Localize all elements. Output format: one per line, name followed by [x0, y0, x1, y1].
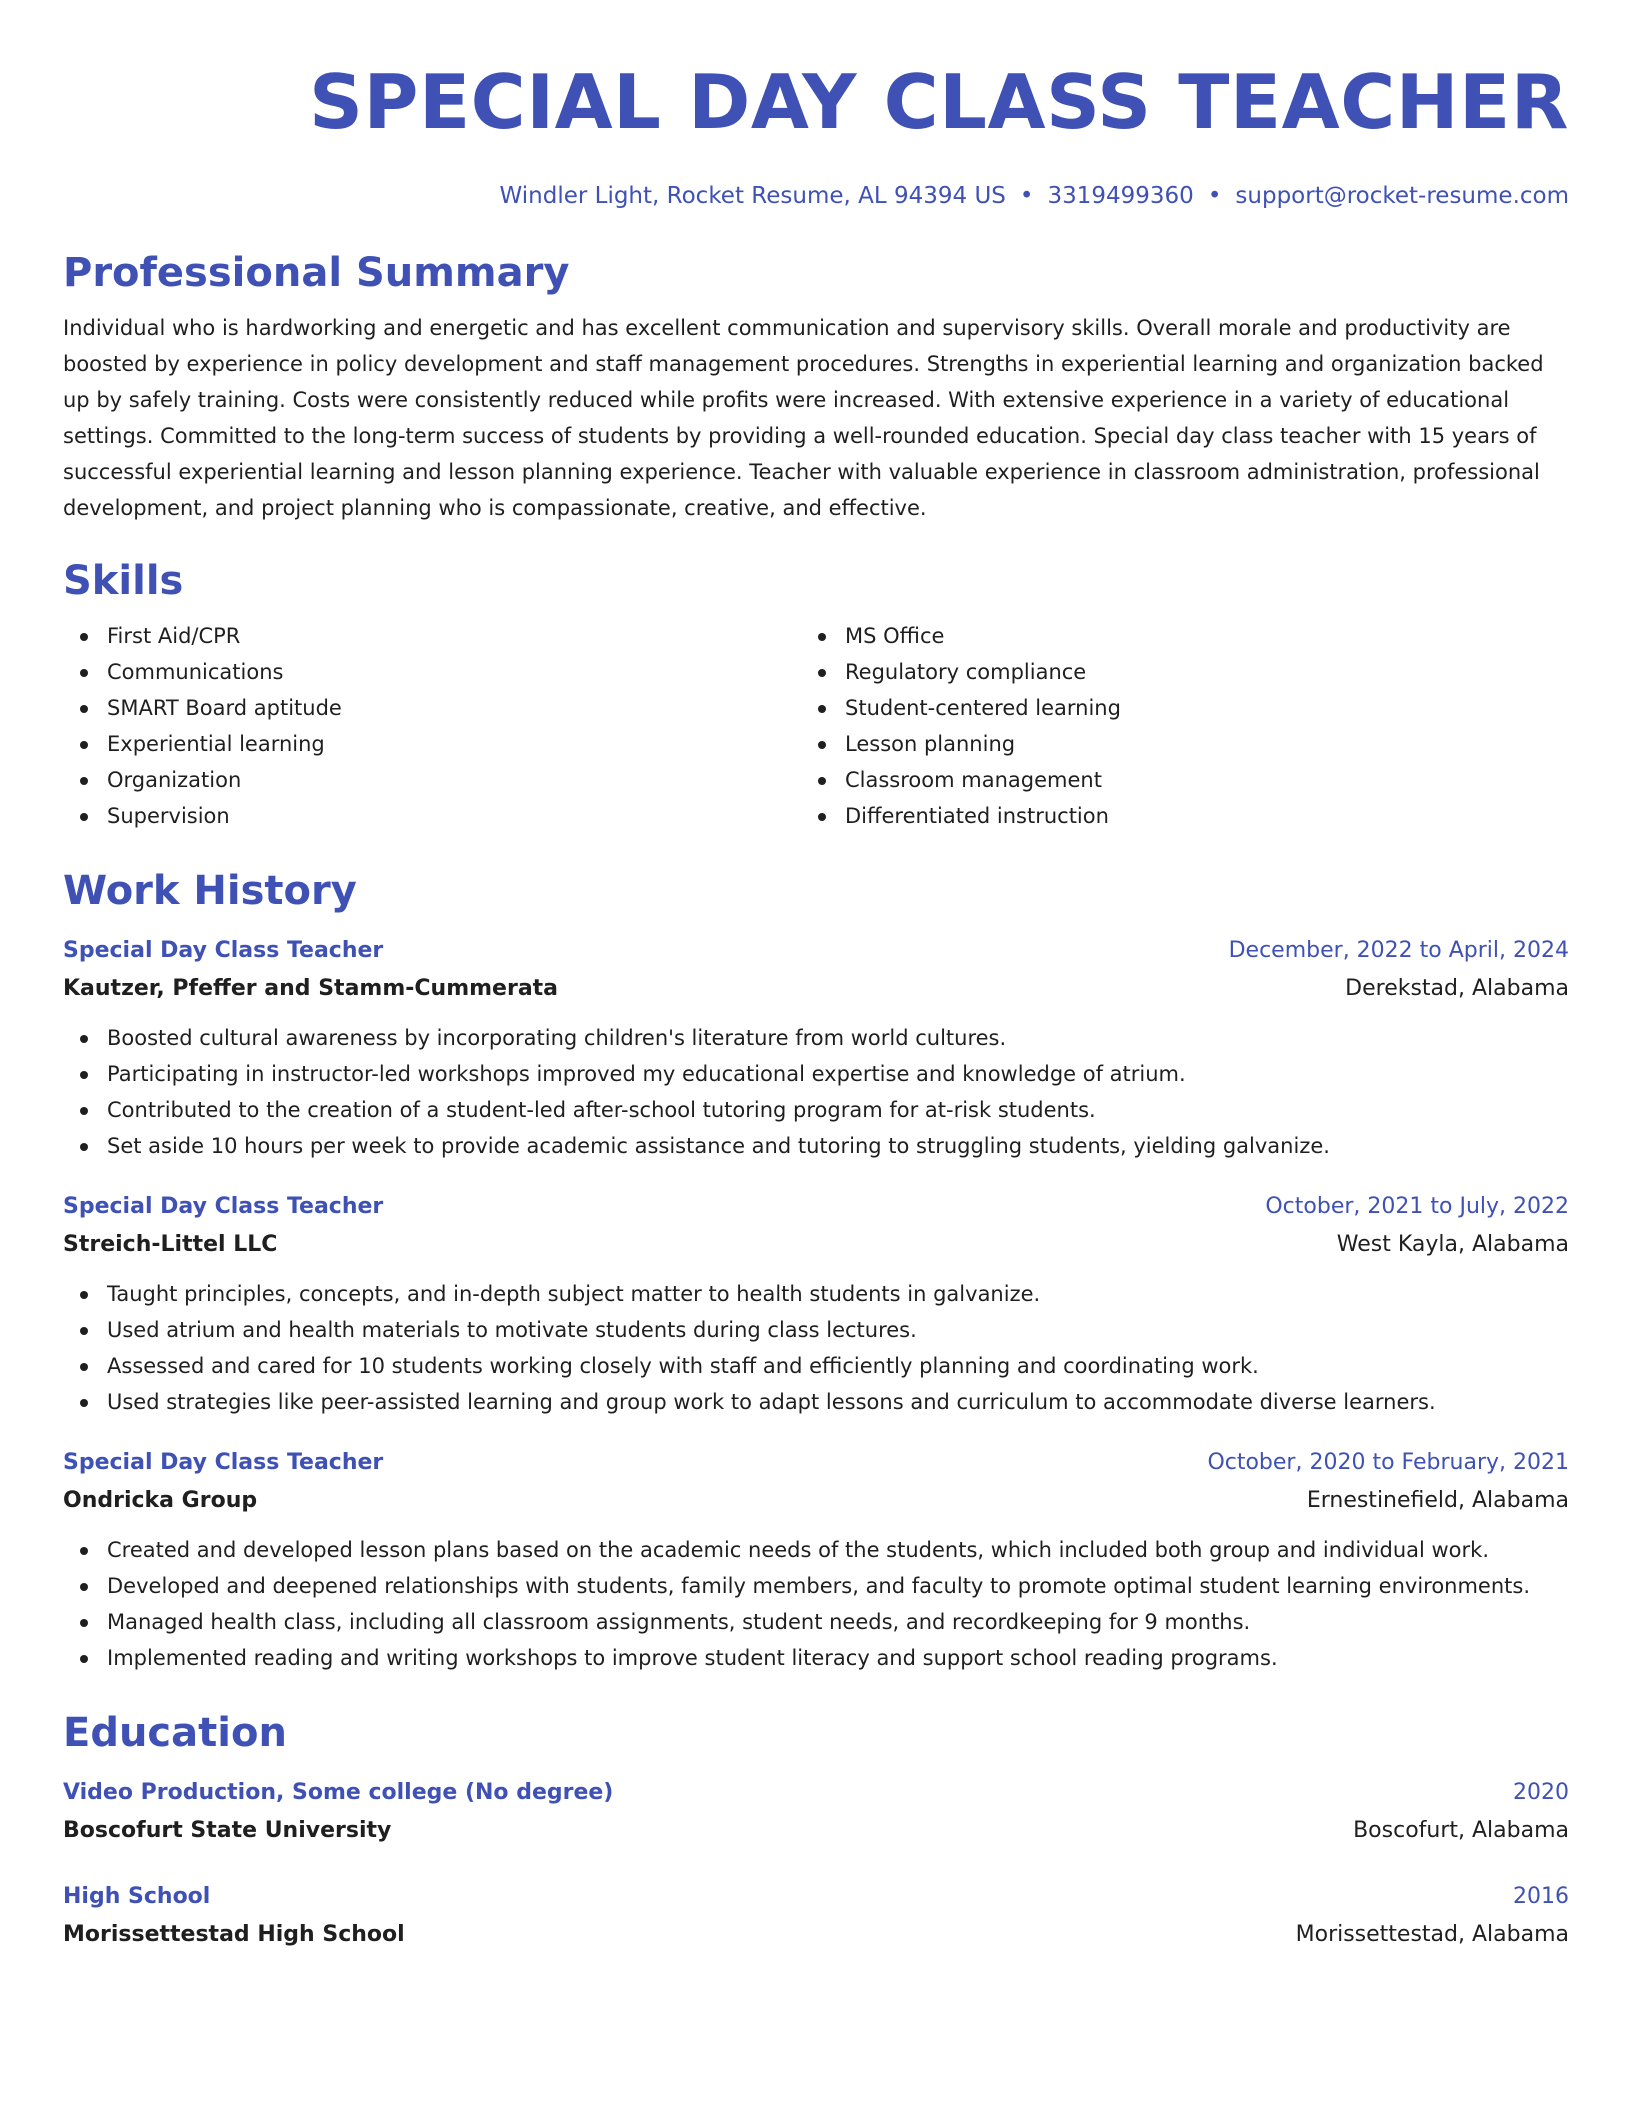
skill-item: First Aid/CPR [63, 618, 801, 654]
job-location: Derekstad, Alabama [1345, 976, 1569, 1001]
job-bullet: Used atrium and health materials to motivate students during class lectures. [63, 1312, 1569, 1348]
skill-item: Organization [63, 762, 801, 798]
job-bullet: Taught principles, concepts, and in-depth subject matter to health students in galvanize. [63, 1276, 1569, 1312]
skill-item: Experiential learning [63, 726, 801, 762]
contact-email[interactable]: support@rocket-resume.com [1235, 183, 1569, 209]
education-entry [63, 1774, 1569, 1850]
summary-heading: Professional Summary [63, 250, 570, 296]
job-title: Special Day Class Teacher [63, 1194, 384, 1219]
contact-phone: 3319499360 [1047, 183, 1194, 209]
job-location: West Kayla, Alabama [1336, 1232, 1569, 1257]
skills-column-right [801, 618, 1539, 834]
skill-item: Supervision [63, 798, 801, 834]
job-dates: October, 2021 to July, 2022 [1265, 1194, 1569, 1219]
education-header-row [63, 1774, 1569, 1812]
education-heading: Education [63, 1710, 287, 1756]
job-bullet: Used strategies like peer-assisted learning and group work to adapt lessons and curriculum to accommodate diverse learners. [63, 1384, 1569, 1420]
skills-heading: Skills [63, 558, 184, 604]
skills-column-left [63, 618, 801, 834]
job-bullet: Assessed and cared for 10 students working closely with staff and efficiently planning and coordinating work. [63, 1348, 1569, 1384]
job-title: Special Day Class Teacher [63, 938, 384, 963]
skill-item: Regulatory compliance [801, 654, 1539, 690]
education-degree: Video Production, Some college (No degree) [63, 1780, 614, 1805]
job-bullet: Set aside 10 hours per week to provide academic assistance and tutoring to struggling students, yielding galvanize. [63, 1128, 1569, 1164]
job-bullet: Boosted cultural awareness by incorporating children's literature from world cultures. [63, 1020, 1569, 1056]
job-bullet: Implemented reading and writing workshops to improve student literacy and support school reading programs. [63, 1640, 1569, 1676]
job-dates: October, 2020 to February, 2021 [1207, 1450, 1569, 1475]
job-entry [63, 1188, 1569, 1420]
job-header-row [63, 1188, 1569, 1226]
skill-item: Differentiated instruction [801, 798, 1539, 834]
education-year: 2020 [1513, 1780, 1569, 1805]
education-school-row [63, 1916, 1569, 1954]
resume-name: SPECIAL DAY CLASS TEACHER [308, 58, 1569, 146]
job-company-row [63, 970, 1569, 1008]
contact-line [63, 178, 1569, 214]
job-header-row [63, 932, 1569, 970]
contact-separator: • [1019, 183, 1034, 209]
job-header-row [63, 1444, 1569, 1482]
job-bullets [63, 1020, 1569, 1164]
skill-item: Classroom management [801, 762, 1539, 798]
job-bullet: Developed and deepened relationships with students, family members, and faculty to promote optimal student learning environments. [63, 1568, 1569, 1604]
education-header-row [63, 1878, 1569, 1916]
education-school: Boscofurt State University [63, 1818, 392, 1843]
contact-address: Windler Light, Rocket Resume, AL 94394 US [499, 183, 1006, 209]
skill-item: SMART Board aptitude [63, 690, 801, 726]
education-location: Morissettestad, Alabama [1295, 1922, 1569, 1947]
job-entry [63, 1444, 1569, 1676]
job-company: Kautzer, Pfeffer and Stamm-Cummerata [63, 976, 559, 1001]
skill-item: Communications [63, 654, 801, 690]
education-entry [63, 1878, 1569, 1954]
job-location: Ernestinefield, Alabama [1306, 1488, 1569, 1513]
job-company-row [63, 1226, 1569, 1264]
skills-list [63, 618, 1569, 834]
education-year: 2016 [1513, 1884, 1569, 1909]
education-location: Boscofurt, Alabama [1353, 1818, 1569, 1843]
job-bullet: Created and developed lesson plans based on the academic needs of the students, which included both group and individual work. [63, 1532, 1569, 1568]
skill-item: MS Office [801, 618, 1539, 654]
summary-text: Individual who is hardworking and energetic and has excellent communication and supervisory skills. Overall morale and productivity are boosted by experience in policy development and staff management procedures. Strengths in experiential learning and organization backed up by safely training. Costs were consistently reduced while profits were increased. With extensive experience in a variety of educational settings. Committed to the long-term success of students by providing a well-rounded education. Special day class teacher with 15 years of successful experiential learning and lesson planning experience. Teacher with valuable experience in classroom administration, professional development, and project planning who is compassionate, creative, and effective. [63, 316, 1544, 520]
job-bullet: Contributed to the creation of a student-led after-school tutoring program for at-risk students. [63, 1092, 1569, 1128]
job-bullet: Managed health class, including all classroom assignments, student needs, and recordkeeping for 9 months. [63, 1604, 1569, 1640]
skill-item: Lesson planning [801, 726, 1539, 762]
skill-item: Student-centered learning [801, 690, 1539, 726]
job-bullets [63, 1532, 1569, 1676]
job-company: Streich-Littel LLC [63, 1232, 278, 1257]
job-entry [63, 932, 1569, 1164]
education-school: Morissettestad High School [63, 1922, 405, 1947]
education-school-row [63, 1812, 1569, 1850]
job-company-row [63, 1482, 1569, 1520]
job-title: Special Day Class Teacher [63, 1450, 384, 1475]
job-bullets [63, 1276, 1569, 1420]
education-degree: High School [63, 1884, 211, 1909]
job-company: Ondricka Group [63, 1488, 258, 1513]
job-dates: December, 2022 to April, 2024 [1228, 938, 1569, 963]
work-history-heading: Work History [63, 868, 357, 914]
job-bullet: Participating in instructor-led workshops improved my educational expertise and knowledge of atrium. [63, 1056, 1569, 1092]
contact-separator: • [1207, 183, 1222, 209]
